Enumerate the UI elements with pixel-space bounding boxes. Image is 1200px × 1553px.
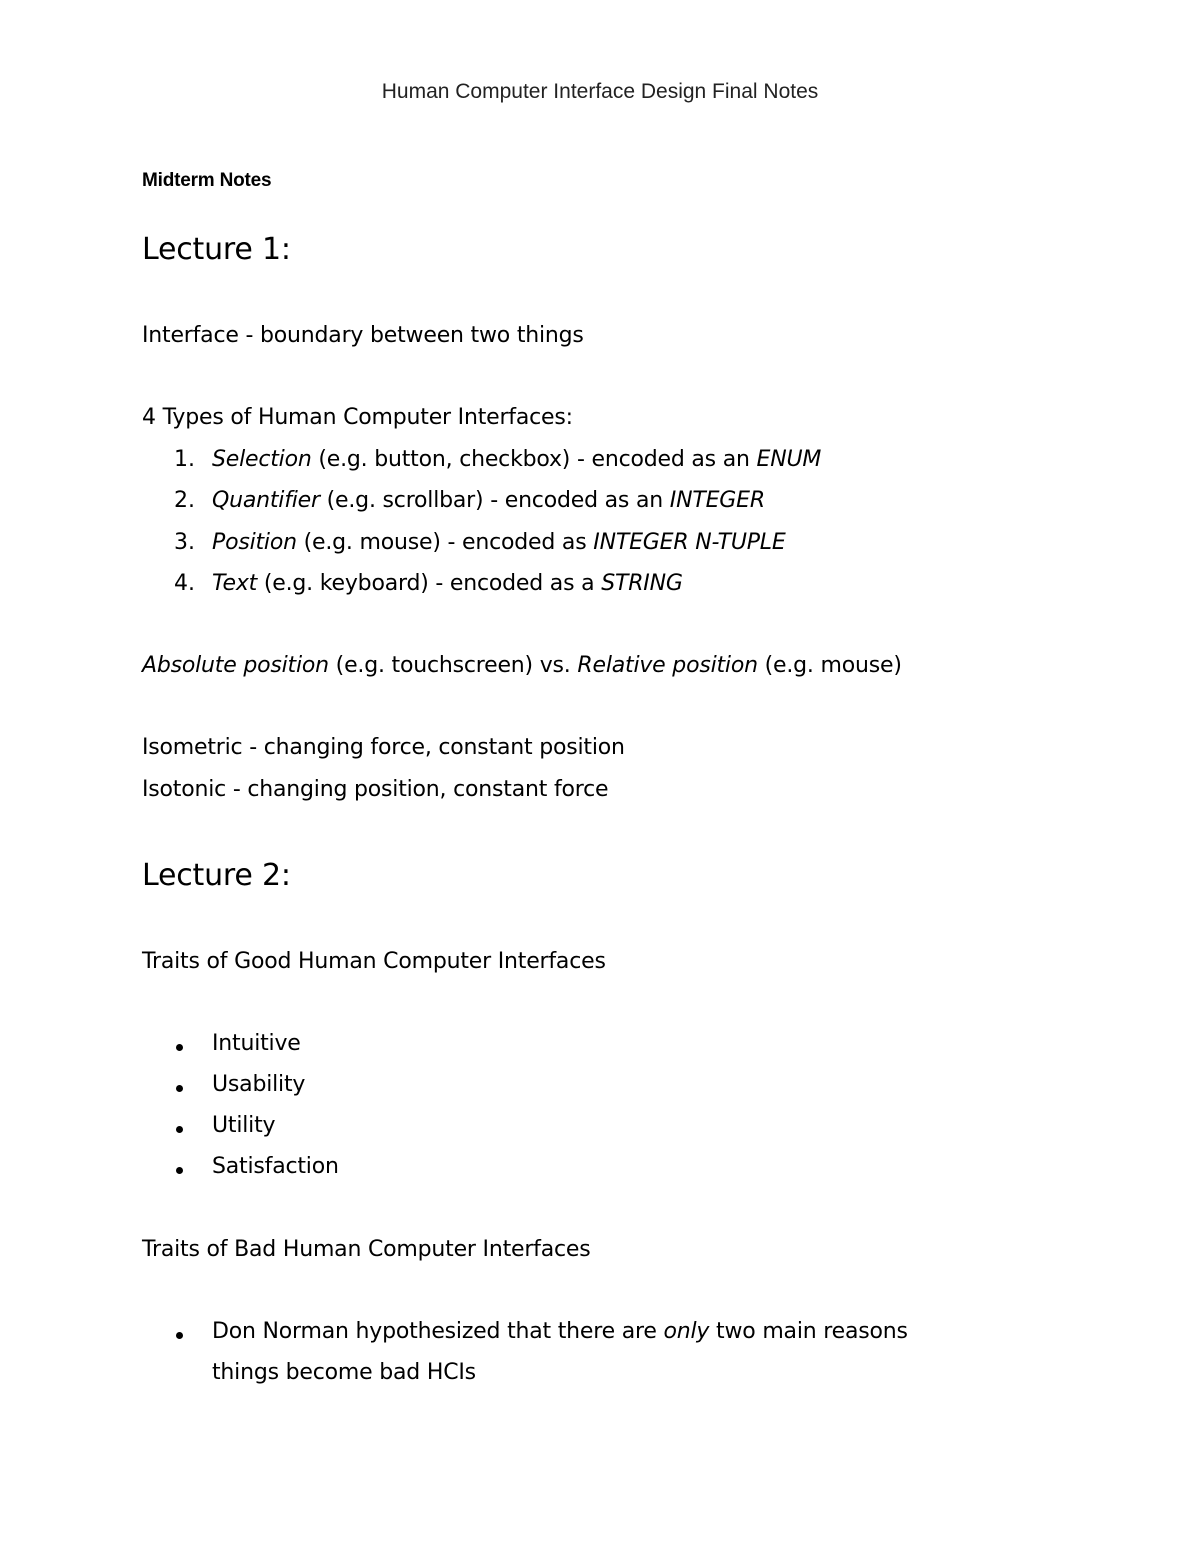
bullet-icon (176, 1332, 183, 1339)
bad-traits-title: Traits of Bad Human Computer Interfaces (142, 1237, 591, 1262)
list-item: Intuitive (212, 1031, 301, 1056)
comparison-end: (e.g. mouse) (757, 653, 902, 678)
type-encoding: INTEGER (669, 488, 765, 513)
type-term: Text (212, 571, 258, 596)
bullet-icon (176, 1167, 183, 1174)
type-desc: (e.g. button, checkbox) - encoded as an (311, 447, 757, 472)
position-comparison (142, 653, 902, 678)
absolute-term: Absolute position (142, 653, 329, 678)
list-item: Utility (212, 1113, 276, 1138)
list-item: Satisfaction (212, 1154, 339, 1179)
type-desc: (e.g. scrollbar) - encoded as an (319, 488, 670, 513)
list-item (212, 530, 786, 555)
list-item (212, 571, 683, 596)
isometric-definition: Isometric - changing force, constant position (142, 735, 625, 760)
comparison-mid: (e.g. touchscreen) vs. (328, 653, 578, 678)
isotonic-definition: Isotonic - changing position, constant force (142, 777, 609, 802)
list-item: Usability (212, 1072, 306, 1097)
bad-point-emphasis: only (663, 1319, 710, 1344)
bullet-icon (176, 1085, 183, 1092)
interface-definition: Interface - boundary between two things (142, 323, 584, 348)
type-encoding: STRING (601, 571, 683, 596)
bad-point-pre: Don Norman hypothesized that there are (212, 1319, 664, 1344)
list-number: 3. (174, 530, 195, 555)
bullet-icon (176, 1044, 183, 1051)
list-number: 2. (174, 488, 195, 513)
bad-point-post: two main reasons (709, 1319, 908, 1344)
type-desc: (e.g. keyboard) - encoded as a (257, 571, 602, 596)
good-traits-title: Traits of Good Human Computer Interfaces (142, 949, 606, 974)
type-term: Selection (212, 447, 312, 472)
list-item (212, 488, 765, 513)
section-title: Midterm Notes (142, 170, 272, 191)
types-intro: 4 Types of Human Computer Interfaces: (142, 405, 573, 430)
type-encoding: ENUM (756, 447, 822, 472)
type-encoding: INTEGER N-TUPLE (593, 530, 786, 555)
type-desc: (e.g. mouse) - encoded as (296, 530, 594, 555)
lecture1-heading: Lecture 1: (142, 232, 291, 267)
type-term: Position (212, 530, 297, 555)
list-number: 1. (174, 447, 195, 472)
list-item (212, 447, 821, 472)
list-item (212, 1319, 908, 1344)
page-header: Human Computer Interface Design Final Notes (381, 80, 819, 103)
type-term: Quantifier (212, 488, 320, 513)
list-item-continuation: things become bad HCIs (212, 1360, 476, 1385)
lecture2-heading: Lecture 2: (142, 858, 291, 893)
list-number: 4. (174, 571, 195, 596)
relative-term: Relative position (577, 653, 758, 678)
bullet-icon (176, 1126, 183, 1133)
